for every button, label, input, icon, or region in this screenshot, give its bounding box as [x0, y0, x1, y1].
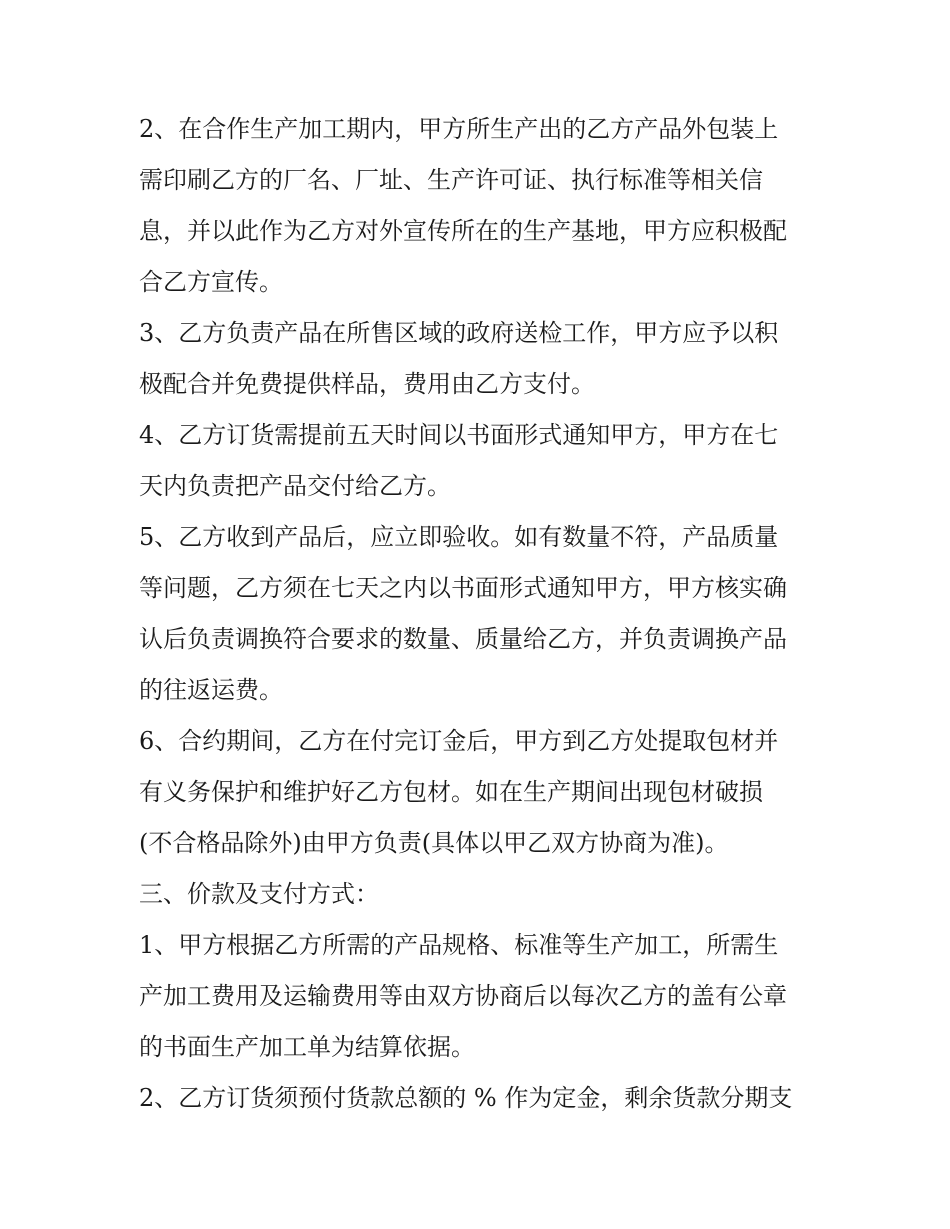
document-body — [139, 104, 819, 1124]
text-line: 2、在合作生产加工期内，甲方所生产出的乙方产品外包装上 — [139, 115, 779, 143]
text-line: 1、甲方根据乙方所需的产品规格、标准等生产加工，所需生 — [139, 931, 779, 959]
text-line: 极配合并免费提供样品，费用由乙方支付。 — [139, 370, 595, 398]
text-line: 合乙方宣传。 — [139, 268, 283, 296]
text-line: 的往返运费。 — [139, 676, 283, 704]
text-line: 等问题，乙方须在七天之内以书面形式通知甲方，甲方核实确 — [139, 574, 787, 602]
text-line: 需印刷乙方的厂名、厂址、生产许可证、执行标准等相关信 — [139, 166, 763, 194]
text-line: 产加工费用及运输费用等由双方协商后以每次乙方的盖有公章 — [139, 982, 787, 1010]
section-heading: 三、价款及支付方式： — [139, 880, 379, 908]
text-line: 2、乙方订货须预付货款总额的 % 作为定金，剩余货款分期支 — [139, 1084, 793, 1112]
text-line: 息，并以此作为乙方对外宣传所在的生产基地，甲方应积极配 — [139, 217, 787, 245]
text-line: 认后负责调换符合要求的数量、质量给乙方，并负责调换产品 — [139, 625, 787, 653]
text-line: 有义务保护和维护好乙方包材。如在生产期间出现包材破损 — [139, 778, 763, 806]
text-line: 4、乙方订货需提前五天时间以书面形式通知甲方，甲方在七 — [139, 421, 779, 449]
text-line: 5、乙方收到产品后，应立即验收。如有数量不符，产品质量 — [139, 523, 779, 551]
text-line: 的书面生产加工单为结算依据。 — [139, 1033, 475, 1061]
text-line: 天内负责把产品交付给乙方。 — [139, 472, 451, 500]
text-line: 6、合约期间，乙方在付完订金后，甲方到乙方处提取包材并 — [139, 727, 779, 755]
text-line: 3、乙方负责产品在所售区域的政府送检工作，甲方应予以积 — [139, 319, 779, 347]
text-line: (不合格品除外)由甲方负责(具体以甲乙双方协商为准)。 — [139, 829, 729, 857]
